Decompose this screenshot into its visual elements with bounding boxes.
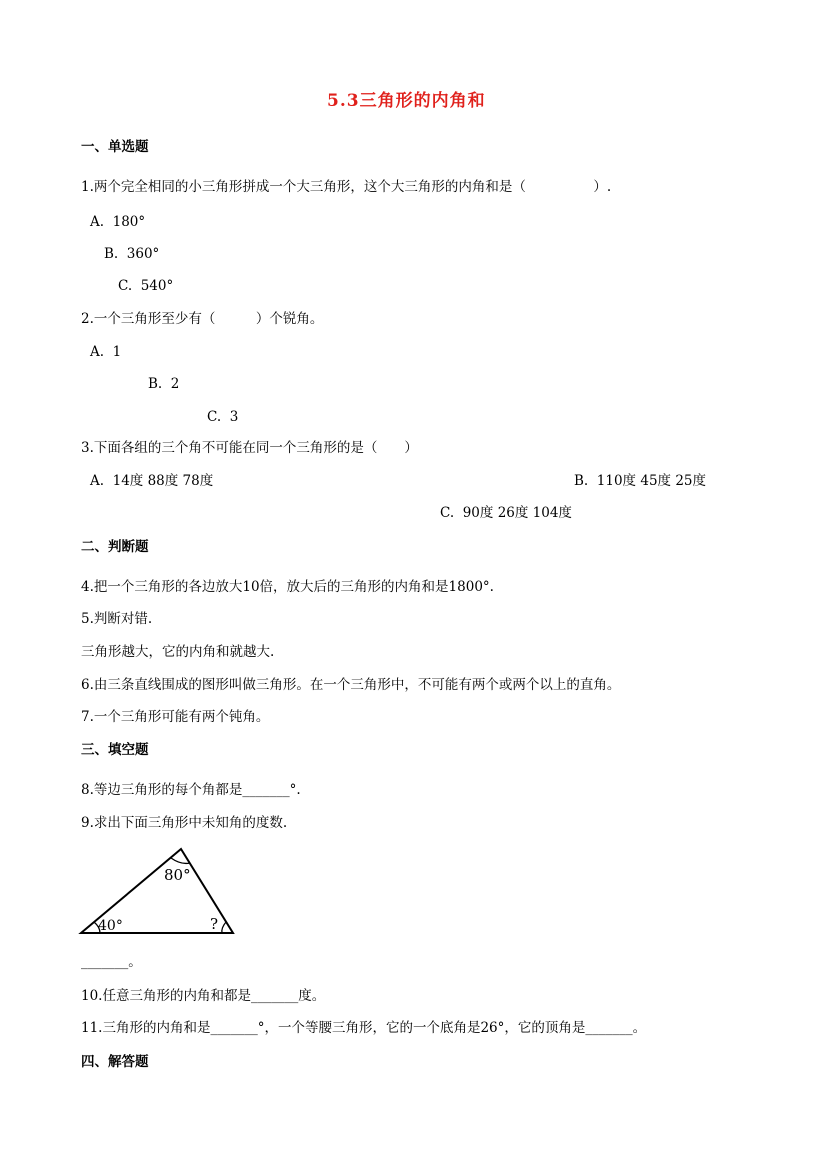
question-9-answer-blank[interactable]: _______。: [81, 954, 142, 970]
question-2-option-a[interactable]: A. 1: [90, 344, 122, 360]
section-heading-fill-in: 三、填空题: [81, 742, 149, 758]
question-2-stem: 2.一个三角形至少有（ ）个锐角。: [81, 311, 324, 327]
section-heading-answer: 四、解答题: [81, 1054, 149, 1070]
triangle-figure: [76, 844, 240, 938]
question-2-option-c[interactable]: C. 3: [207, 409, 239, 425]
page-title: 5.3三角形的内角和: [327, 91, 486, 111]
question-7: 7.一个三角形可能有两个钝角。: [81, 709, 270, 725]
question-5: 5.判断对错.: [81, 611, 153, 627]
question-5-statement: 三角形越大，它的内角和就越大.: [81, 644, 275, 660]
question-3-option-c[interactable]: C. 90度 26度 104度: [440, 505, 572, 521]
question-4: 4.把一个三角形的各边放大10倍，放大后的三角形的内角和是1800°.: [81, 579, 494, 595]
question-11: 11.三角形的内角和是_______°，一个等腰三角形，它的一个底角是26°，它的顶角是_______。: [81, 1020, 647, 1036]
question-8: 8.等边三角形的每个角都是_______°.: [81, 782, 301, 798]
angle-left-label: 40°: [98, 918, 123, 934]
angle-top-label: 80°: [164, 866, 191, 884]
question-1-stem: 1.两个完全相同的小三角形拼成一个大三角形，这个大三角形的内角和是（ ）.: [81, 179, 612, 195]
question-10: 10.任意三角形的内角和都是_______度。: [81, 988, 326, 1004]
section-heading-true-false: 二、判断题: [81, 539, 149, 555]
question-1-option-c[interactable]: C. 540°: [118, 278, 174, 294]
question-2-option-b[interactable]: B. 2: [148, 376, 180, 392]
section-heading-single-choice: 一、单选题: [81, 139, 149, 155]
question-1-option-b[interactable]: B. 360°: [104, 246, 160, 262]
question-3-option-b[interactable]: B. 110度 45度 25度: [574, 473, 707, 489]
question-9: 9.求出下面三角形中未知角的度数.: [81, 815, 288, 831]
question-6: 6.由三条直线围成的图形叫做三角形。在一个三角形中，不可能有两个或两个以上的直角。: [81, 677, 621, 693]
question-1-option-a[interactable]: A. 180°: [90, 214, 146, 230]
angle-right-label: ?: [210, 915, 219, 933]
question-3-option-a[interactable]: A. 14度 88度 78度: [90, 473, 214, 489]
question-3-stem: 3.下面各组的三个角不可能在同一个三角形的是（ ）: [81, 440, 418, 456]
